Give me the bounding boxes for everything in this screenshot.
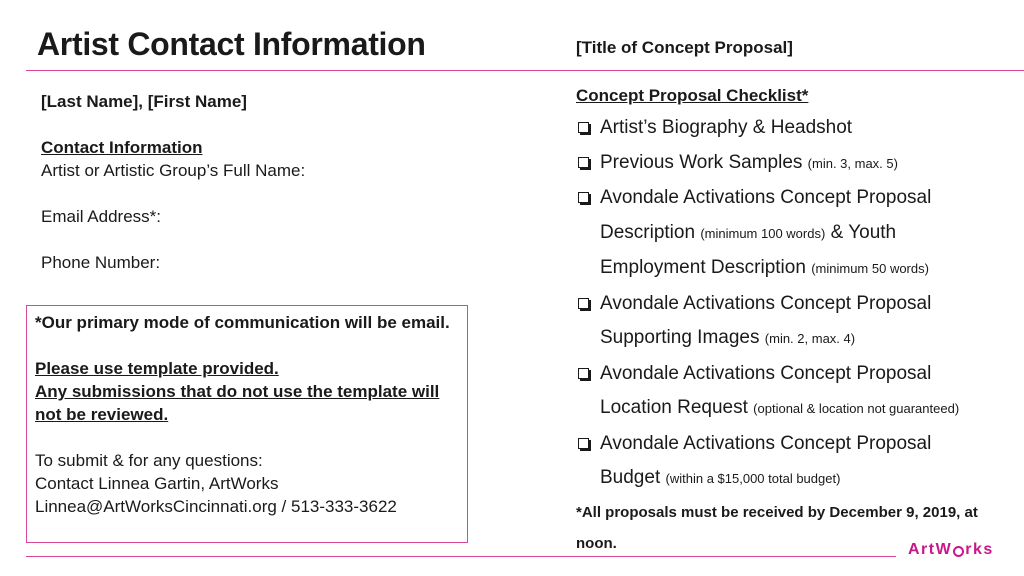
- submit-line: To submit & for any questions:: [35, 451, 263, 470]
- checklist-item-note: (within a $15,000 total budget): [665, 471, 841, 486]
- checkbox-icon: [578, 438, 589, 449]
- page-title: Artist Contact Information: [37, 26, 426, 62]
- checkbox-icon: [578, 157, 589, 168]
- footer-divider: [26, 556, 896, 557]
- checklist-item-text: Previous Work Samples: [600, 151, 803, 173]
- logo-o-icon: [953, 546, 964, 557]
- logo-text-end: rks: [965, 541, 994, 558]
- email-label: Email Address*:: [41, 207, 161, 226]
- checklist-item-text: Avondale Activations Concept Proposal Budget: [600, 432, 932, 488]
- artist-name-placeholder: [Last Name], [First Name]: [41, 92, 247, 111]
- checklist-item-text: Avondale Activations Concept Proposal Supporting Images: [600, 292, 932, 348]
- contact-details: Linnea@ArtWorksCincinnati.org / 513-333-3622: [35, 497, 397, 516]
- checklist-item: [576, 181, 996, 287]
- checklist-item: [576, 287, 996, 357]
- checklist-heading: Concept Proposal Checklist*: [576, 86, 809, 105]
- checklist-item: [576, 111, 996, 146]
- deadline-footnote: *All proposals must be received by December 9, 2019, at noon.: [576, 503, 978, 552]
- template-warning: Any submissions that do not use the template will not be reviewed.: [35, 382, 440, 424]
- checkbox-icon: [578, 192, 589, 203]
- checkbox-icon: [578, 298, 589, 309]
- checklist-item-note: (minimum 100 words): [700, 225, 826, 241]
- header-divider: [26, 70, 1024, 71]
- contact-heading: Contact Information: [41, 138, 203, 157]
- artworks-logo: [908, 541, 994, 559]
- checklist-item-note: (min. 2, max. 4): [764, 331, 856, 346]
- proposal-title: [Title of Concept Proposal]: [576, 38, 793, 57]
- checklist-item: [576, 427, 996, 497]
- checklist-item-text: Avondale Activations Concept Proposal Description: [600, 187, 932, 243]
- checklist-section: [576, 84, 996, 559]
- submission-notice-box: [26, 305, 468, 543]
- template-note: Please use template provided.: [35, 359, 279, 378]
- checkbox-icon: [578, 122, 589, 133]
- checkbox-icon: [578, 368, 589, 379]
- checklist-item-note: (optional & location not guaranteed): [753, 401, 960, 416]
- primary-mode-note: *Our primary mode of communication will be email.: [35, 313, 450, 332]
- checklist-item: [576, 146, 996, 182]
- artist-info-section: [41, 90, 521, 274]
- contact-name: Contact Linnea Gartin, ArtWorks: [35, 474, 279, 493]
- checklist-item: [576, 357, 996, 427]
- checklist-item-note: (minimum 50 words): [811, 261, 929, 276]
- checklist-item-text: Avondale Activations Concept Proposal Location Request: [600, 362, 932, 418]
- checklist-item-text: Artist’s Biography & Headshot: [600, 117, 853, 138]
- checklist-item-text: & Youth Employment Description: [600, 221, 897, 278]
- full-name-label: Artist or Artistic Group’s Full Name:: [41, 161, 306, 180]
- phone-label: Phone Number:: [41, 253, 161, 272]
- checklist-item-note: (min. 3, max. 5): [807, 155, 898, 171]
- logo-text-start: ArtW: [908, 541, 953, 558]
